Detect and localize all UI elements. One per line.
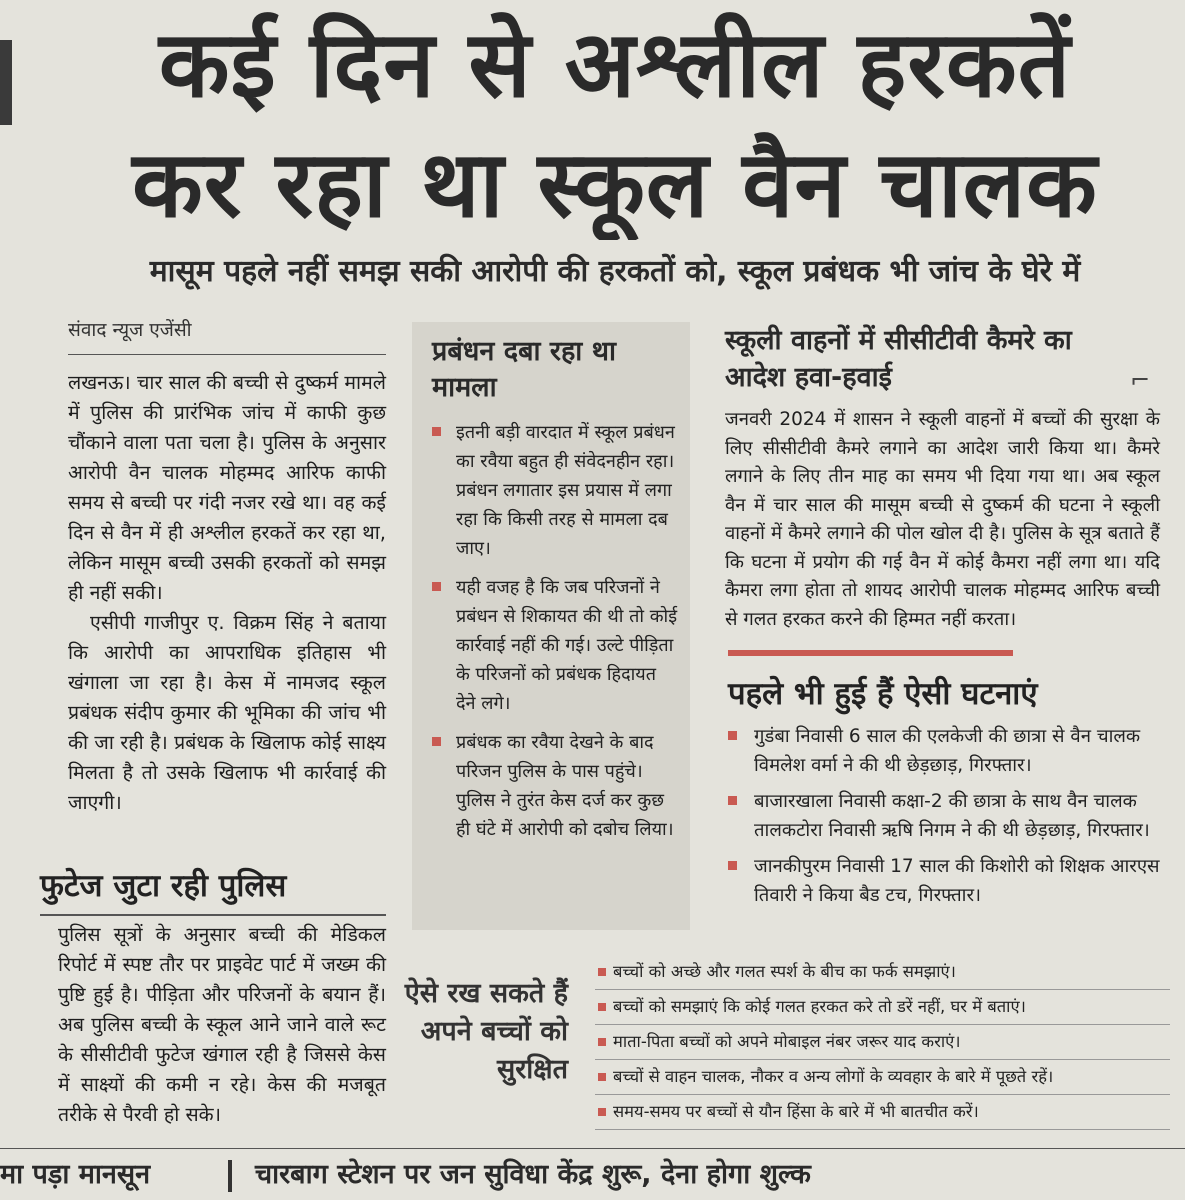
- footer-divider: [228, 1160, 232, 1192]
- tip-item: [595, 1095, 1170, 1130]
- tip-item-text: बच्चों से वाहन चालक, नौकर व अन्य लोगों के व्यवहार के बारे में पूछते रहें।: [613, 1067, 1054, 1086]
- main-story-para-1: लखनऊ। चार साल की बच्ची से दुष्कर्म मामले में पुलिस की प्रारंभिक जांच में काफी कुछ चौंकाने वाला पता चला है। पुलिस के अनुसार आरोपी वैन चालक मोहम्मद आरिफ काफी समय से बच्ची पर गंदी नजर रखे था। वह कई दिन से वैन में ही अश्लील हरकतें कर रहा था, लेकिन मासूम बच्ची उसकी हरकतों को समझ ही नहीं सकी।: [68, 371, 386, 604]
- sidebar-list: [430, 418, 680, 854]
- bullet-square-icon: [432, 737, 441, 746]
- hook-mark-icon: ⌐: [1130, 366, 1151, 394]
- headline-line-2: कर रहा था स्कूल वैन चालक: [132, 131, 1098, 238]
- sidebar-title: प्रबंधन दबा रहा था मामला: [432, 336, 616, 403]
- sidebar-item: [430, 418, 680, 563]
- incidents-title: पहले भी हुई हैं ऐसी घटनाएं: [728, 676, 1038, 712]
- cctv-title: स्कूली वाहनों में सीसीटीवी कैमरे का आदेश हवा-हवाई: [725, 325, 1072, 393]
- main-story: [68, 368, 386, 818]
- sidebar-item: [430, 728, 680, 844]
- bullet-square-icon: [598, 1073, 606, 1081]
- tip-item: [595, 1060, 1170, 1095]
- tip-item: [595, 955, 1170, 990]
- tip-item-text: माता-पिता बच्चों को अपने मोबाइल नंबर जरूर याद कराएं।: [613, 1032, 961, 1051]
- tips-list: [595, 955, 1170, 1130]
- sidebar-item-text: प्रबंधक का रवैया देखने के बाद परिजन पुलिस के पास पहुंचे। पुलिस ने तुरंत केस दर्ज कर कुछ ही घंटे में आरोपी को दबोच लिया।: [456, 732, 674, 840]
- headline-line-1: कई दिन से अश्लील हरकतें: [158, 11, 1072, 118]
- bullet-square-icon: [728, 861, 737, 870]
- byline-rule: [68, 354, 386, 355]
- incident-item: [722, 722, 1162, 780]
- incident-item: [722, 787, 1162, 845]
- bullet-square-icon: [728, 731, 737, 740]
- bullet-square-icon: [728, 796, 737, 805]
- incidents-list: [722, 722, 1162, 917]
- tip-item-text: बच्चों को समझाएं कि कोई गलत हरकत करे तो डरें नहीं, घर में बताएं।: [613, 997, 1026, 1016]
- bullet-square-icon: [432, 582, 441, 591]
- tips-title: ऐसे रख सकते हैं अपने बच्चों को सुरक्षित: [404, 978, 568, 1085]
- footer-rule: [0, 1148, 1185, 1149]
- byline: संवाद न्यूज एजेंसी: [68, 319, 192, 341]
- footage-rule: [40, 914, 386, 916]
- subheadline: मासूम पहले नहीं समझ सकी आरोपी की हरकतों को, स्कूल प्रबंधक भी जांच के घेरे में: [149, 254, 1081, 289]
- bullet-square-icon: [598, 1108, 606, 1116]
- bullet-square-icon: [432, 427, 441, 436]
- tip-item-text: बच्चों को अच्छे और गलत स्पर्श के बीच का फर्क समझाएं।: [613, 962, 956, 981]
- page-edge-bar: [0, 40, 12, 125]
- incident-item: [722, 852, 1162, 910]
- section-divider-red: [728, 650, 1013, 656]
- incident-item-text: बाजारखाला निवासी कक्षा-2 की छात्रा के साथ वैन चालक तालकटोरा निवासी ऋषि निगम ने की थी छेड़छाड़, गिरफ्तार।: [754, 791, 1150, 841]
- footer-left-headline: मा पड़ा मानसून: [0, 1159, 151, 1190]
- footage-text: पुलिस सूत्रों के अनुसार बच्ची की मेडिकल रिपोर्ट में स्पष्ट तौर पर प्राइवेट पार्ट में जख्म की पुष्टि हुई है। पीड़िता और परिजनों के बयान हैं। अब पुलिस बच्ची के स्कूल आने जाने वाले रूट के सीसीटीवी फुटेज खंगाल रही है जिससे केस में साक्ष्यों की कमी न रहे। केस की मजबूत तरीके से पैरवी हो सके।: [58, 923, 386, 1126]
- sidebar-item: [430, 573, 680, 718]
- incident-item-text: जानकीपुरम निवासी 17 साल की किशोरी को शिक्षक आरएस तिवारी ने किया बैड टच, गिरफ्तार।: [754, 856, 1160, 906]
- footage-title: फुटेज जुटा रही पुलिस: [40, 868, 287, 904]
- footer-right-headline: चारबाग स्टेशन पर जन सुविधा केंद्र शुरू, देना होगा शुल्क: [255, 1159, 811, 1190]
- sidebar-item-text: यही वजह है कि जब परिजनों ने प्रबंधन से शिकायत की थी तो कोई कार्रवाई नहीं की गई। उल्टे पीड़िता के परिजनों को प्रबंधक हिदायत देने लगे।: [456, 577, 678, 714]
- tip-item-text: समय-समय पर बच्चों से यौन हिंसा के बारे में भी बातचीत करें।: [613, 1102, 979, 1121]
- sidebar-item-text: इतनी बड़ी वारदात में स्कूल प्रबंधन का रवैया बहुत ही संवेदनहीन रहा। प्रबंधन लगातार इस प्रयास में लगा रहा कि किसी तरह से मामला दब जाए।: [456, 422, 675, 559]
- tip-item: [595, 990, 1170, 1025]
- bullet-square-icon: [598, 1038, 606, 1046]
- main-story-para-2: एसीपी गाजीपुर ए. विक्रम सिंह ने बताया कि आरोपी का आपराधिक इतिहास भी खंगाला जा रहा है। केस में नामजद स्कूल प्रबंधक संदीप कुमार की भूमिका की जांच भी की जा रही है। प्रबंधक के खिलाफ कोई साक्ष्य मिलता है तो उसके खिलाफ भी कार्रवाई की जाएगी।: [68, 611, 386, 814]
- cctv-text: जनवरी 2024 में शासन ने स्कूली वाहनों में बच्चों की सुरक्षा के लिए सीसीटीवी कैमरे लगाने का आदेश जारी किया था। कैमरे लगाने के लिए तीन माह का समय भी दिया गया था। अब स्कूल वैन में चार साल की मासूम बच्ची से दुष्कर्म की घटना ने स्कूली वाहनों में कैमरे लगाने की पोल खोल दी है। पुलिस के सूत्र बताते हैं कि घटना में प्रयोग की गई वैन में कोई कैमरा नहीं लगा था। यदि कैमरा लगा होता तो शायद आरोपी चालक मोहम्मद आरिफ बच्ची से गलत हरकत करने की हिम्मत नहीं करता।: [725, 409, 1160, 630]
- incident-item-text: गुडंबा निवासी 6 साल की एलकेजी की छात्रा से वैन चालक विमलेश वर्मा ने की थी छेड़छाड़, गिरफ्तार।: [754, 726, 1141, 776]
- bullet-square-icon: [598, 968, 606, 976]
- bullet-square-icon: [598, 1003, 606, 1011]
- tip-item: [595, 1025, 1170, 1060]
